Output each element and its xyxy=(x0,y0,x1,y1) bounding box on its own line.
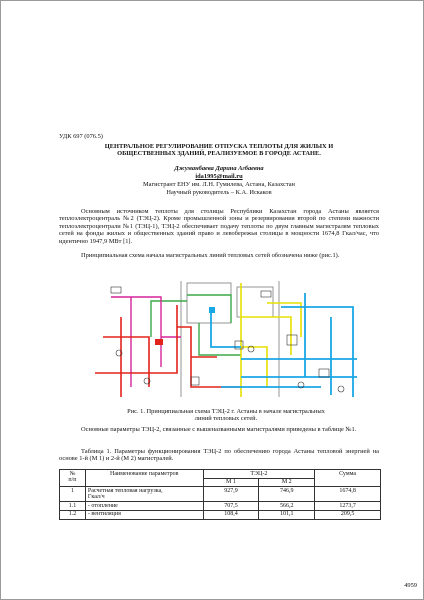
parameters-table xyxy=(59,469,381,520)
author-email-link[interactable]: ida1995@mail.ru xyxy=(195,173,243,180)
row-number: 1 xyxy=(60,487,86,502)
row-m1-value: 108,4 xyxy=(203,510,259,519)
title-line-2: ОБЩЕСТВЕННЫХ ЗДАНИЙ, РЕАЛИЗУЕМОЕ В ГОРОДЕ АСТАНЕ. xyxy=(117,150,321,158)
row-parameter: - вентиляция xyxy=(85,510,203,519)
row-sum-value: 1674,8 xyxy=(315,487,381,502)
paragraph-intro: Основным источником теплоты для столицы Республики Казахстан города Астаны является теплоэлектроцентраль №2 (ТЭЦ-2). Кроме промышленной зоны и резервирования второй по степени важности теплоэлектроцентрали №1 (ТЭЦ-1), ТЭЦ-2 обеспечивает подачу теплоты по двум главным магистралям тепловых сетей на фонды жилых и общественных зданий право и левобережья столицы в мощности 1674,8 Гкал/час, что идентично 1947,9 МВт [1]. xyxy=(59,208,379,245)
table-row xyxy=(60,502,381,511)
title-line-1: ЦЕНТРАЛЬНОЕ РЕГУЛИРОВАНИЕ ОТПУСКА ТЕПЛОТЫ ДЛЯ ЖИЛЫХ И xyxy=(104,143,334,150)
row-m1-value: 707,5 xyxy=(203,502,259,511)
udc-code: УДК 697 (076.5) xyxy=(59,133,103,140)
row-number: 1.1 xyxy=(60,502,86,511)
row-m1-value: 927,9 xyxy=(203,487,259,502)
table-row xyxy=(60,487,381,502)
article-title xyxy=(59,143,379,158)
paragraph-scheme-ref: Принципиальная схема начала магистральных линий тепловых сетей обозначена ниже (рис.1). xyxy=(81,252,340,259)
row-parameter: - отопление xyxy=(85,502,203,511)
header-number: № п/п xyxy=(60,470,86,487)
figure-caption xyxy=(91,408,361,423)
row-m2-value: 101,1 xyxy=(259,510,315,519)
page-number: 4959 xyxy=(404,582,417,589)
header-tec2: ТЭЦ-2 xyxy=(203,470,315,479)
author-name: Джуманбаева Дарина Агбаевна xyxy=(174,165,264,172)
header-sum: Сумма xyxy=(315,470,381,487)
paragraph-parameters: Основные параметры ТЭЦ-2, связанные с вышеназванными магистралями приведены в таблице №1. xyxy=(81,426,357,433)
table-header-row xyxy=(60,470,381,479)
author-affiliation: Магистрант ЕНУ им. Л.Н. Гумилева, Астана, Казахстан xyxy=(143,181,295,188)
row-m2-value: 566,2 xyxy=(259,502,315,511)
header-m1: М 1 xyxy=(203,478,259,487)
scientific-supervisor: Научный руководитель – К.А. Искаков xyxy=(166,189,272,196)
header-parameter-name: Наименование параметров xyxy=(85,470,203,487)
caption-line-1: Рис. 1. Принципиальная схема ТЭЦ-2 г. Астаны в начале магистральных xyxy=(127,408,325,415)
caption-line-2: линий тепловых сетей. xyxy=(194,415,258,423)
tec2-scheme-figure xyxy=(91,277,361,405)
table-title: Таблица 1. Параметры функционирования ТЭЦ-2 по обеспечению города Астаны тепловой энергией на основе 1-й (М 1) и 2-й (М 2) магистралей. xyxy=(59,448,379,463)
header-m2: М 2 xyxy=(259,478,315,487)
row-number: 1.2 xyxy=(60,510,86,519)
row-sum-value: 1273,7 xyxy=(315,502,381,511)
row-m2-value: 746,9 xyxy=(259,487,315,502)
row-sum-value: 209,5 xyxy=(315,510,381,519)
row-parameter: Расчетная тепловая нагрузка, Гкал/ч xyxy=(85,487,203,502)
table-row xyxy=(60,510,381,519)
